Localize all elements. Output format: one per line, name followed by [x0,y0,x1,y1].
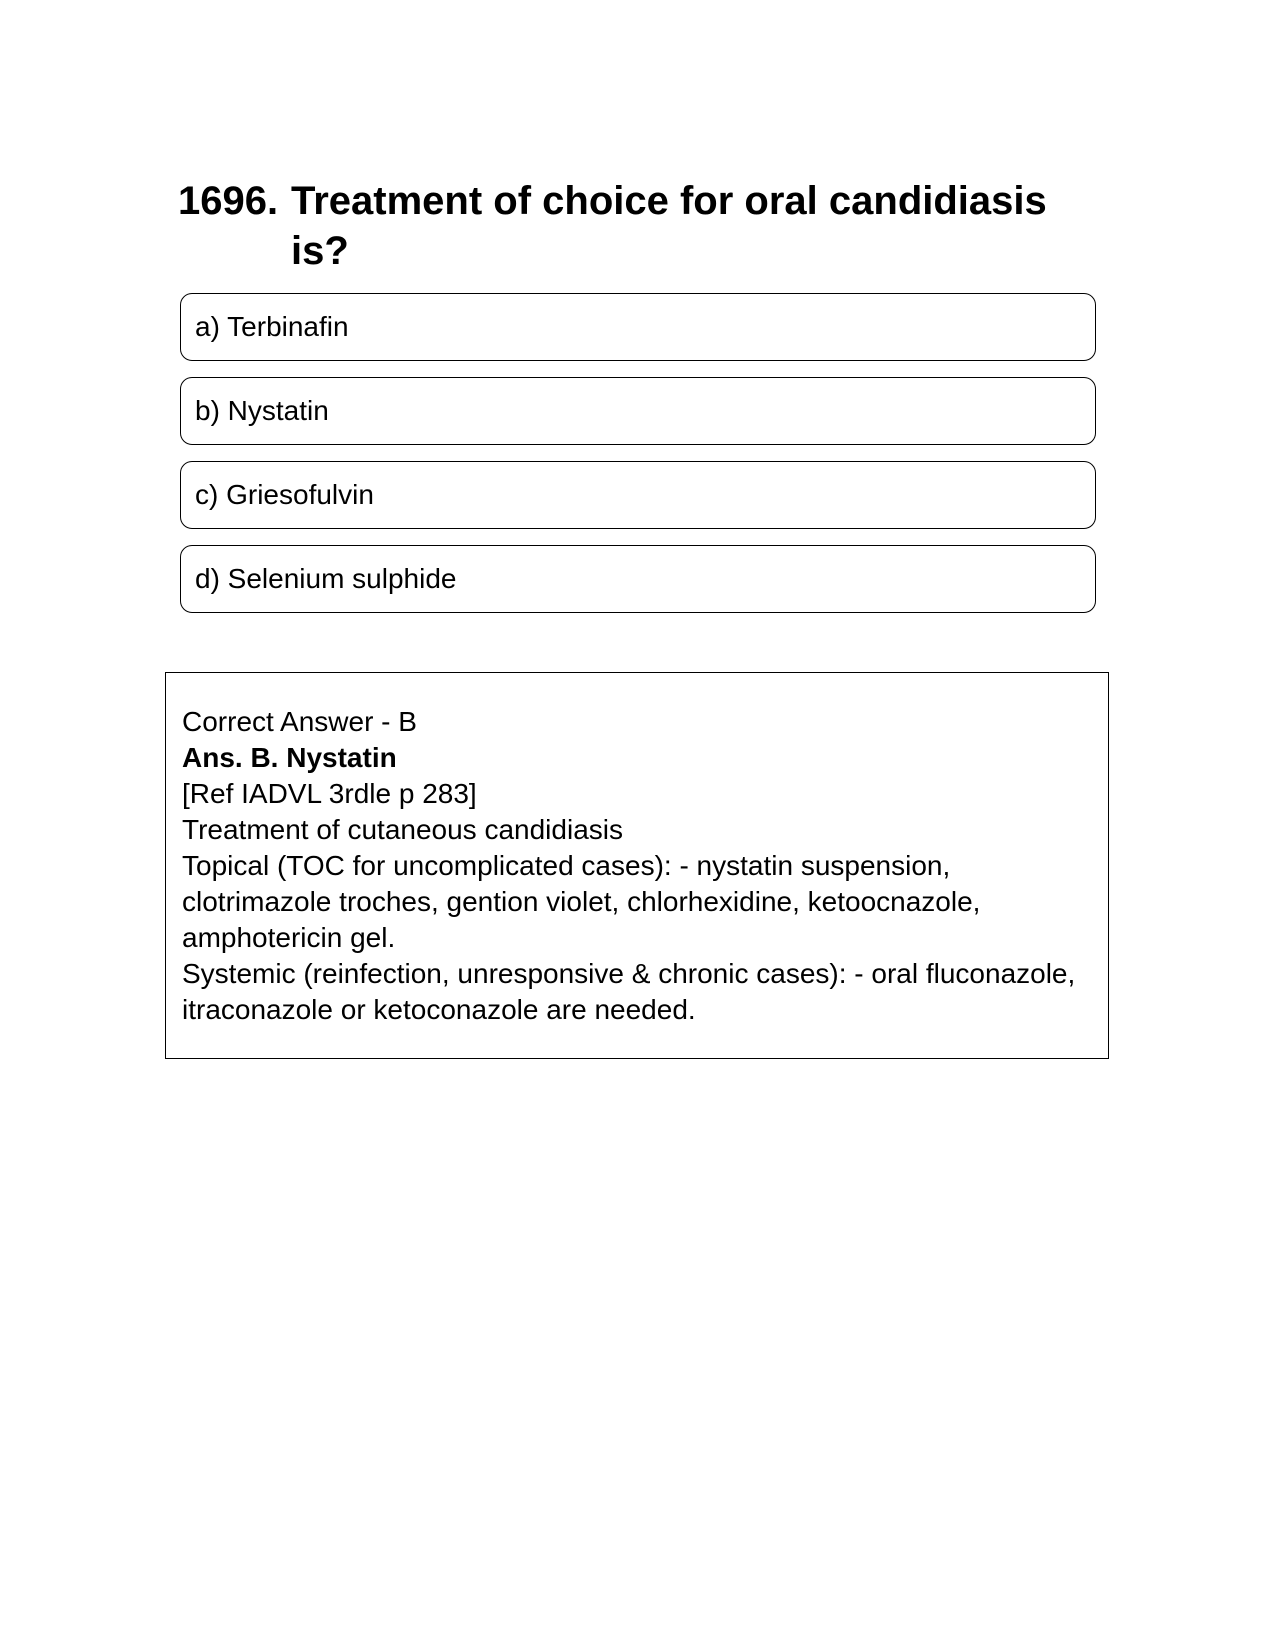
answer-explanation-box [165,672,1109,1059]
option-d[interactable]: d) Selenium sulphide [180,545,1096,613]
answer-options [180,293,1096,629]
question-number: 1696. [178,179,279,223]
treatment-subheading: Treatment of cutaneous candidiasis [182,814,623,845]
answer-heading: Ans. B. Nystatin [182,742,397,773]
option-b[interactable]: b) Nystatin [180,377,1096,445]
topical-treatment-text: Topical (TOC for uncomplicated cases): - nystatin suspension, clotrimazole troches, gention violet, chlorhexidine, ketoocnazole, amphotericin gel. [182,850,981,953]
correct-answer-line: Correct Answer - B [182,706,417,737]
option-c[interactable]: c) Griesofulvin [180,461,1096,529]
option-a[interactable]: a) Terbinafin [180,293,1096,361]
question-heading [178,176,1098,276]
reference-line: [Ref IADVL 3rdle p 283] [182,778,477,809]
question-text: Treatment of choice for oral candidiasis is? [291,179,1047,273]
systemic-treatment-text: Systemic (reinfection, unresponsive & chronic cases): - oral fluconazole, itraconazole or ketoconazole are needed. [182,958,1076,1025]
